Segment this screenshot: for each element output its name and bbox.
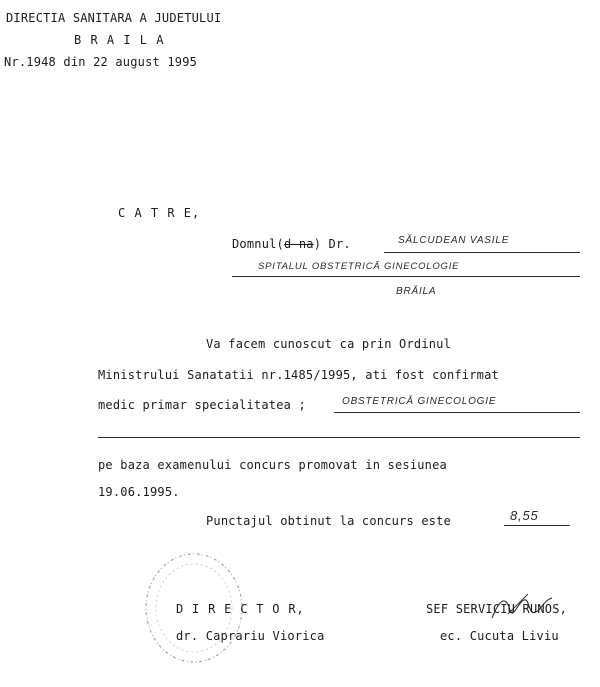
body-line-4: pe baza examenului concurs promovat in sesiunea: [98, 458, 447, 472]
salutation-struck-text: d-na: [283, 237, 314, 251]
body-line-1: Va facem cunoscut ca prin Ordinul: [206, 337, 452, 351]
score-value-handwritten: 8,55: [510, 508, 539, 523]
addressee-hospital-handwritten: SPITALUL OBSTETRICĂ GINECOLOGIE: [258, 261, 460, 272]
salutation-prefix: Domnul(: [232, 237, 284, 251]
body-line-2: Ministrului Sanatatii nr.1485/1995, ati fost confirmat: [98, 368, 499, 382]
blank-underline: [98, 437, 580, 438]
addressee-city-handwritten: BRĂILA: [396, 286, 437, 297]
score-label: Punctajul obtinut la concurs este: [206, 514, 452, 528]
issuer-name: DIRECTIA SANITARA A JUDETULUI: [6, 11, 222, 25]
addressee-salutation: [232, 238, 351, 250]
body-line-3: medic primar specialitatea ;: [98, 398, 306, 412]
addressee-name-underline: [384, 252, 580, 253]
issuer-county: B R A I L A: [74, 33, 165, 47]
addressee-hospital-underline: [232, 276, 580, 277]
director-name: dr. Caprariu Viorica: [176, 629, 325, 643]
document-number: Nr.1948 din 22 august 1995: [4, 55, 198, 69]
body-line-5: 19.06.1995.: [98, 485, 180, 499]
salutation-suffix: ) Dr.: [313, 237, 351, 251]
service-chief-title: SEF SERVICIU RUNOS,: [426, 602, 568, 616]
specialty-underline: [334, 412, 580, 413]
director-title: D I R E C T O R,: [176, 602, 305, 616]
score-underline: [504, 525, 570, 526]
specialty-handwritten: OBSTETRICĂ GINECOLOGIE: [342, 396, 497, 407]
service-chief-name: ec. Cucuta Liviu: [440, 629, 559, 643]
addressee-name-handwritten: SĂLCUDEAN VASILE: [398, 235, 510, 246]
recipient-heading: C A T R E,: [118, 206, 201, 220]
